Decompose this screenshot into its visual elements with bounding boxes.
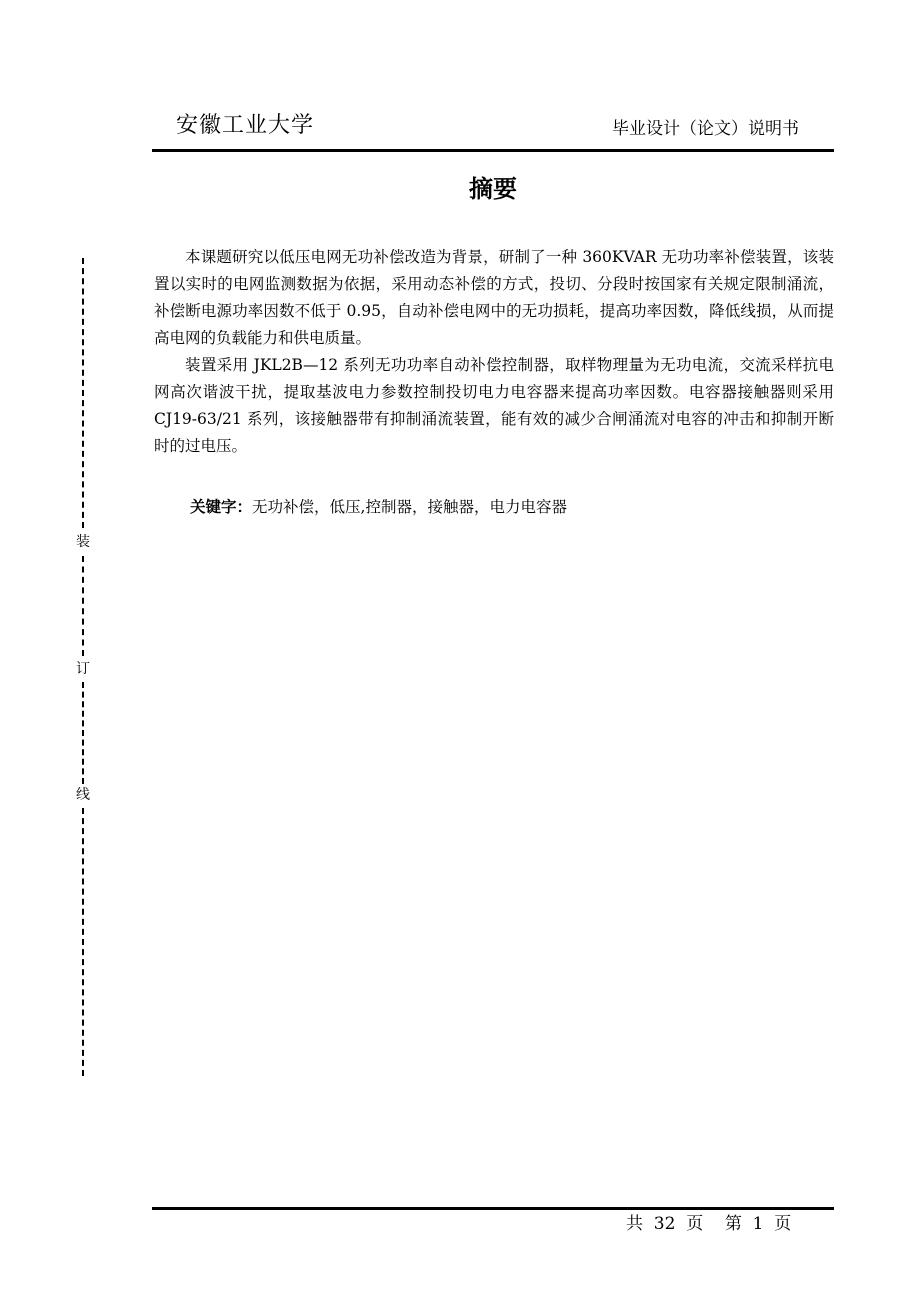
university-name: 安徽工业大学 <box>176 113 315 138</box>
binding-line-segment <box>82 682 84 784</box>
binding-line-segment <box>82 556 84 656</box>
abstract-body <box>154 244 834 460</box>
abstract-paragraph-2: 装置采用 JKL2B—12 系列无功功率自动补偿控制器，取样物理量为无功电流，交流采样抗电网高次谐波干扰，提取基波电力参数控制投切电力电容器来提高功率因数。电容器接触器则采用 CJ19-63/21 系列，该接触器带有抑制涌流装置，能有效的减少合闸涌流对电容的冲击和抑制开断时的过电压。 <box>154 356 834 455</box>
keywords-label: 关键字： <box>190 498 253 516</box>
page-count: 共 32 页 第 1 页 <box>626 1214 792 1234</box>
header-rule <box>152 149 834 152</box>
footer-rule <box>152 1207 834 1210</box>
binding-char-xian: 线 <box>76 787 90 803</box>
binding-line-segment <box>82 808 84 1076</box>
document-type: 毕业设计（论文）说明书 <box>612 119 799 139</box>
binding-char-ding: 订 <box>76 661 90 677</box>
keywords-text: 无功补偿，低压,控制器，接触器，电力电容器 <box>252 498 567 516</box>
abstract-paragraph-1: 本课题研究以低压电网无功补偿改造为背景，研制了一种 360KVAR 无功功率补偿装置，该装置以实时的电网监测数据为依据，采用动态补偿的方式，投切、分段时按国家有关规定限制涌流，补偿断电源功率因数不低于 0.95，自动补偿电网中的无功损耗，提高功率因数，降低线损，从而提高电网的负载能力和供电质量。 <box>154 248 834 347</box>
keywords <box>190 494 567 521</box>
binding-char-zhuang: 装 <box>76 534 90 550</box>
page-title: 摘要 <box>469 175 517 203</box>
binding-line-segment <box>82 258 84 528</box>
